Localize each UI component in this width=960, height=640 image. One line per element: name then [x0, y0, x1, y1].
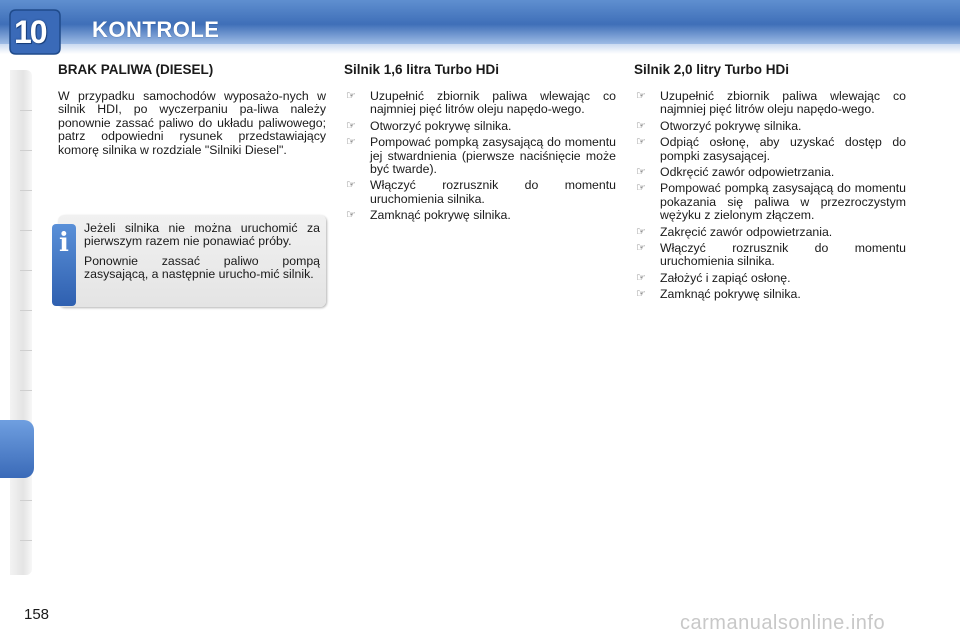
step-item: [344, 136, 616, 176]
pointing-hand-icon: ☞: [636, 242, 646, 255]
watermark: carmanualsonline.info: [680, 612, 886, 634]
info-glyph: i: [59, 228, 69, 258]
pointing-hand-icon: ☞: [636, 271, 646, 284]
side-tab-divider: [20, 390, 32, 391]
step-text: Pompować pompką zasysającą do momentu jej stwardnienia (pierwsze naciśnięcie może być twarde).: [370, 135, 616, 177]
step-item: [634, 136, 906, 163]
step-text: Zakręcić zawór odpowietrzania.: [660, 224, 833, 239]
step-text: Pompować pompką zasysającą do momentu pokazania się paliwa w przezroczystym wężyku z zielonym złączem.: [660, 181, 906, 223]
chapter-number: 10: [14, 14, 46, 50]
info-paragraph: Jeżeli silnika nie można uruchomić za pierwszym razem nie ponawiać próby.: [84, 221, 320, 249]
step-item: [344, 209, 616, 222]
step-item: [634, 120, 906, 133]
fuel-section-body: W przypadku samochodów wyposażo-nych w silnik HDI, po wyczerpaniu pa-liwa należy ponownie zassać paliwo do układu paliwowego; patrz odpowiedni rysunek przedstawiający komorę silnika w rozdziale "Silniki Diesel".: [58, 89, 326, 157]
step-item: [634, 182, 906, 222]
pointing-hand-icon: ☞: [346, 136, 356, 149]
pointing-hand-icon: ☞: [636, 136, 646, 149]
step-item: [634, 166, 906, 179]
side-tab-divider: [20, 230, 32, 231]
pointing-hand-icon: ☞: [346, 179, 356, 192]
side-tab-divider: [20, 310, 32, 311]
side-tab-active[interactable]: [0, 420, 34, 478]
step-item: [634, 288, 906, 301]
step-text: Włączyć rozrusznik do momentu uruchomienia silnika.: [370, 178, 616, 206]
step-text: Odkręcić zawór odpowietrzania.: [660, 165, 835, 180]
engine-20-steps: [634, 90, 906, 305]
step-item: [344, 90, 616, 117]
fuel-section-title: BRAK PALIWA (DIESEL): [58, 62, 214, 77]
info-paragraph: Ponownie zassać paliwo pompą zasysającą, a następnie urucho-mić silnik.: [84, 253, 320, 282]
page-number: 158: [24, 606, 50, 623]
side-tab-divider: [20, 540, 32, 541]
header-fade: [0, 44, 960, 54]
step-text: Uzupełnić zbiornik paliwa wlewając co najmniej pięć litrów oleju napędo-wego.: [370, 89, 616, 117]
step-item: [344, 179, 616, 206]
step-item: [634, 90, 906, 117]
step-text: Uzupełnić zbiornik paliwa wlewając co najmniej pięć litrów oleju napędo-wego.: [660, 89, 906, 117]
pointing-hand-icon: ☞: [346, 119, 356, 132]
engine-16-title: Silnik 1,6 litra Turbo HDi: [344, 62, 500, 77]
step-text: Założyć i zapiąć osłonę.: [660, 270, 791, 285]
info-box-text: [84, 222, 320, 288]
pointing-hand-icon: ☞: [346, 209, 356, 222]
engine-16-steps: [344, 90, 616, 226]
step-item: [344, 120, 616, 133]
step-text: Otworzyć pokrywę silnika.: [660, 118, 802, 133]
pointing-hand-icon: ☞: [636, 225, 646, 238]
side-tab-divider: [20, 150, 32, 151]
chapter-title: KONTROLE: [92, 17, 220, 42]
pointing-hand-icon: ☞: [636, 90, 646, 102]
step-text: Zamknąć pokrywę silnika.: [660, 287, 801, 302]
side-tab-divider: [20, 500, 32, 501]
step-item: [634, 242, 906, 269]
step-text: Odpiąć osłonę, aby uzyskać dostęp do pompki zasysającej.: [660, 135, 906, 163]
pointing-hand-icon: ☞: [636, 288, 646, 301]
step-text: Zamknąć pokrywę silnika.: [370, 208, 511, 223]
step-text: Otworzyć pokrywę silnika.: [370, 118, 512, 133]
pointing-hand-icon: ☞: [346, 90, 356, 102]
side-tab-divider: [20, 110, 32, 111]
step-item: [634, 272, 906, 285]
pointing-hand-icon: ☞: [636, 182, 646, 195]
pointing-hand-icon: ☞: [636, 166, 646, 179]
side-tab-divider: [20, 190, 32, 191]
pointing-hand-icon: ☞: [636, 119, 646, 132]
engine-20-title: Silnik 2,0 litry Turbo HDi: [634, 62, 790, 77]
side-tab-divider: [20, 270, 32, 271]
side-tab-divider: [20, 350, 32, 351]
step-text: Włączyć rozrusznik do momentu uruchomienia silnika.: [660, 241, 906, 269]
step-item: [634, 226, 906, 239]
